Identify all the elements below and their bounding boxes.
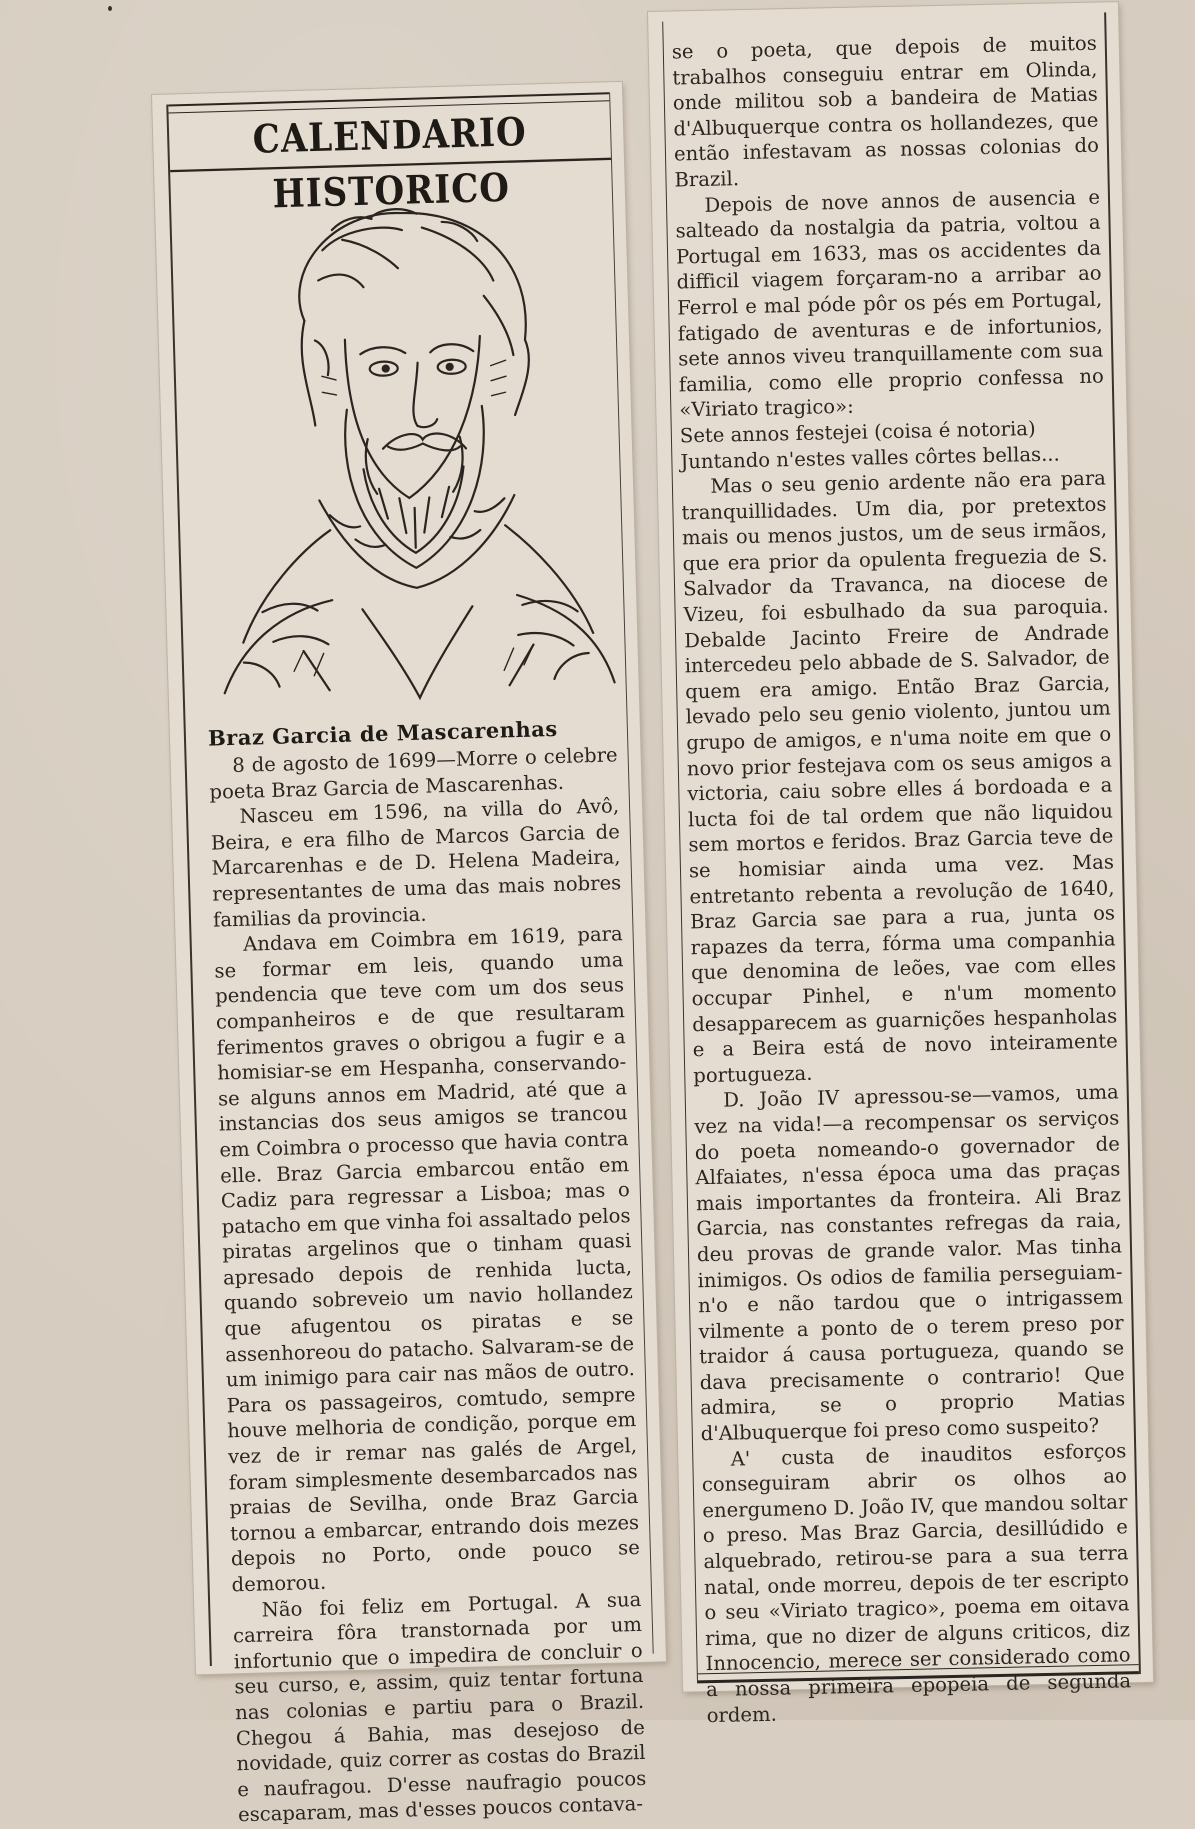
verse-line: Sete annos festejei (coisa é notoria) [679,416,1036,448]
right-column-frame [662,12,1141,1727]
right-column-text [672,31,1132,1729]
verse-line: Juntando n'estes valles côrtes bellas... [680,441,1060,473]
ink-speck [108,6,112,11]
paragraph-date: 8 de agosto de 1699—Morre o celebre poeta Braz Garcia de Mascarenhas. [209,743,618,804]
clipping-right-column [648,2,1153,1727]
left-column-frame [166,92,653,1827]
masthead-title: CALENDARIO HISTORICO [169,102,611,172]
paragraph-death: A' custa de inauditos esforços conseguiram abrir os olhos ao energumeno D. João IV, que mandou soltar o preso. Mas Braz Garcia, desillúdido e alquebrado, retirou-se para a sua terra natal, onde morreu, depois de ter escripto o seu «Viriato tragico», poema em oitava rima, que no dizer de alguns criticos, diz Innocencio, merece ser considerado como a nossa primeira epopeia de segunda ordem. [701,1438,1132,1727]
left-column-text [208,742,647,1828]
paragraph-return: Depois de nove annos de ausencia e salteado da nostalgia da patria, voltou a Portugal em 1633, mas os accidentes da difficil viagem forçaram-no a arribar ao Ferrol e mal póde pôr os pés em Portugal, fatigado de aventuras e de infortunios, sete annos viveu tranquillamente com sua familia, como elle proprio confessa no «Viriato tragico»: [675,185,1104,422]
paragraph-olinda: se o poeta, que depois de muitos trabalhos conseguiu entrar em Olinda, onde militou sob a bandeira de Matias d'Albuquerque contra os hollandezes, que então infestavam as nossas colonias do Brazil. [671,31,1100,192]
clipping-left-column [152,82,666,1827]
article-heading: Braz Garcia de Mascarenhas [207,715,558,751]
verse-quote [680,414,1106,474]
paragraph-alfaiates: D. João IV apressou-se—vamos, uma vez na vida!—a recompensar os serviços do poeta nomeando-o governador de Alfaiates, n'essa época uma das praças mais importantes da fronteira. Ali Braz Garcia, nas constantes refregas da raia, deu provas de grande valor. Mas tinha inimigos. Os odios de familia perseguiam-n'o e não tardou que o intrigassem vilmente a ponto de o terem preso por traidor á causa portugueza, quando se dava precisamente o contrario! Que admira, se o proprio Matias d'Albuquerque foi preso como suspeito? [694,1080,1126,1446]
paragraph-birth: Nasceu em 1596, na villa do Avô, Beira, e era filho de Marcos Garcia de Marcarenhas e de D. Helena Madeira, representantes de uma das mais nobres familias da provincia. [210,794,622,932]
paragraph-travanca: Mas o seu genio ardente não era para tranquillidades. Um dia, por pretextos mais ou menos justos, um de seus irmãos, que era prior da opulenta freguezia de S. Salvador da Travanca, na diocese de Vizeu, foi esbulhado da sua paroquia. Debalde Jacinto Freire de Andrade intercedeu pelo abbade de S. Salvador, de quem era amigo. Então Braz Garcia, levado pelo seu genio violento, juntou um grupo de amigos, e n'uma noite em que o novo prior festejava com os seus amigos a victoria, caiu sobre elles á bordoada e a lucta foi de tal ordem que não liquidou sem mortos e feridos. Braz Garcia teve de se homisiar ainda uma vez. Mas entretanto rebenta a revolução de 1640, Braz Garcia sae para a rua, junta os rapazes da terra, fórma uma companhia que denomina de leões, vae com elles occupar Pinhel, e n'um momento desapparecem as guarnições hespanholas e a Beira está de novo inteiramente portugueza. [681,466,1118,1088]
paragraph-brazil: Não foi feliz em Portugal. A sua carreira fôra transtornada por um infortunio que o impedira de concluir o seu curso, e, assim, quiz tentar fortuna nas colonias e partiu para o Brazil. Chegou á Bahia, mas desejoso de novidade, quiz correr as costas do Brazil e naufragou. D'esse naufragio poucos escaparam, mas d'esses poucos contava- [232,1587,647,1827]
portrait-illustration [190,162,625,714]
paragraph-coimbra: Andava em Coimbra em 1619, para se formar em leis, quando uma pendencia que teve com um dos seus companheiros e de que resultaram ferimentos graves o obrigou a fugir e a homisiar-se em Hespanha, conservando-se alguns annos em Madrid, até que a instancias dos seus amigos se trancou em Coimbra o processo que havia contra elle. Braz Garcia embarcou então em Cadiz para regressar a Lisboa; mas o patacho em que vinha foi assaltado pelos piratas argelinos que o tinham quasi apresado depois de renhida lucta, quando sobreveio um navio hollandez que afugentou os piratas e se assenhoreou do patacho. Salvaram-se de um inimigo para cair nas mãos de outro. Para os passageiros, comtudo, sempre houve melhoria de condição, porque em vez de ir remar nas galés de Argel, foram simplesmente desembarcados nas praias de Sevilha, onde Braz Garcia tornou a embarcar, entrando dois mezes depois no Porto, onde pouco se demorou. [214,922,641,1597]
